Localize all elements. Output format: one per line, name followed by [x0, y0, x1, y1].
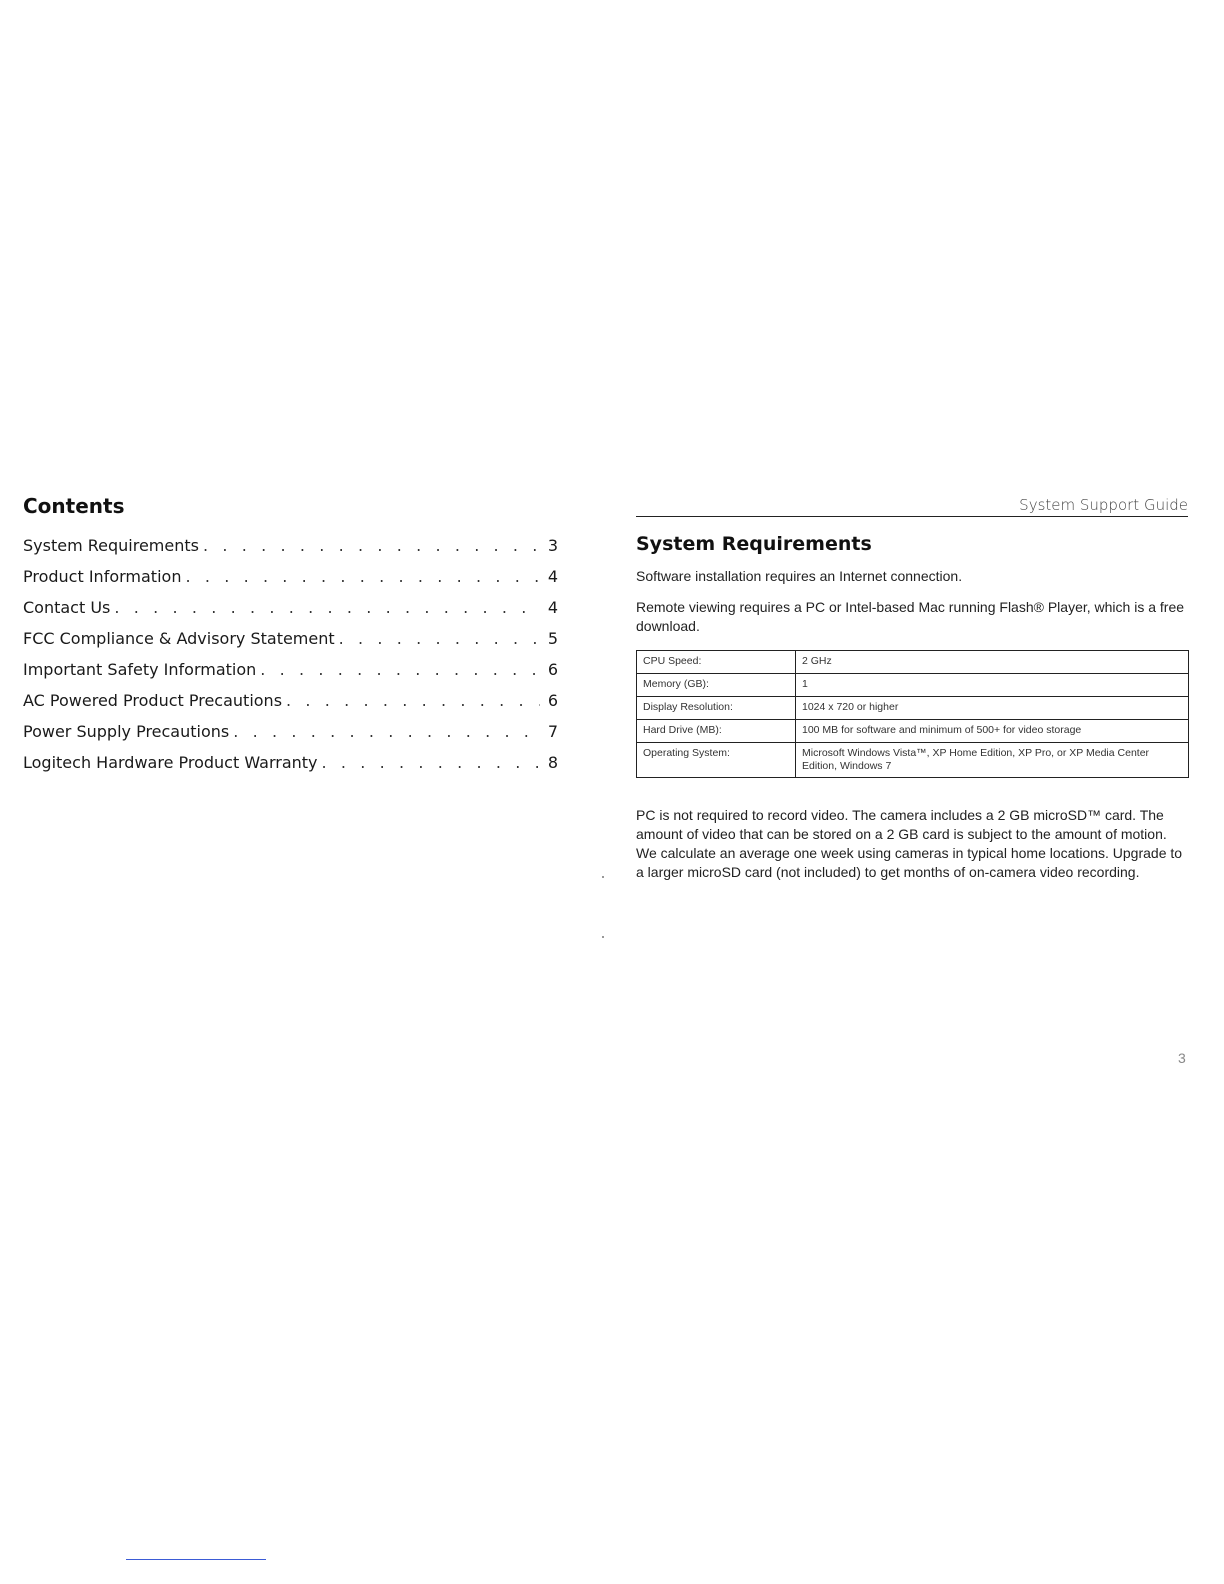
table-row [637, 743, 1189, 778]
toc-item[interactable] [23, 660, 558, 691]
table-row [637, 697, 1189, 720]
table-row [637, 674, 1189, 697]
toc-item-page: 8 [547, 753, 558, 772]
toc-item-label: Contact Us [23, 598, 111, 617]
toc-leader-dots [286, 691, 540, 710]
microsd-storage-text: PC is not required to record video. The camera includes a 2 GB microSD™ card. The amount of video that can be stored on a 2 GB card is subject to the amount of motion. We calculate an average one week using cameras in typical home locations. Upgrade to a larger microSD card (not included) to get months of on-camera video recording. [636, 807, 1183, 880]
toc-leader-dots [339, 629, 540, 648]
table-row [637, 651, 1189, 674]
table-row [637, 720, 1189, 743]
toc-item-label: Power Supply Precautions [23, 722, 230, 741]
toc-leader-dots [114, 598, 540, 617]
toc-item[interactable] [23, 629, 558, 660]
toc-leader-dots [233, 722, 540, 741]
toc-item-label: AC Powered Product Precautions [23, 691, 283, 710]
requirement-label: Display Resolution: [637, 697, 796, 720]
scan-speck [602, 936, 604, 938]
requirement-label: CPU Speed: [637, 651, 796, 674]
remote-viewing-text: Remote viewing requires a PC or Intel-based Mac running Flash® Player, which is a free download. [636, 599, 1185, 634]
contents-title: Contents [23, 494, 125, 518]
toc-item-label: FCC Compliance & Advisory Statement [23, 629, 335, 648]
toc-leader-dots [322, 753, 541, 772]
toc-item-label: System Requirements [23, 536, 199, 555]
toc-item[interactable] [23, 536, 558, 567]
toc-item-page: 4 [547, 598, 558, 617]
toc-item-label: Logitech Hardware Product Warranty [23, 753, 318, 772]
running-header: System Support Guide [636, 496, 1188, 517]
requirement-value: 2 GHz [796, 651, 1189, 674]
requirement-value: 1 [796, 674, 1189, 697]
contents-section [23, 494, 558, 784]
toc-item-page: 3 [547, 536, 558, 555]
toc-item[interactable] [23, 598, 558, 629]
scan-speck [602, 876, 604, 878]
footer-rule [126, 1559, 266, 1560]
toc-leader-dots [203, 536, 540, 555]
toc-list [23, 536, 558, 784]
internet-requirement-text: Software installation requires an Internet connection. [636, 568, 963, 584]
toc-leader-dots [185, 567, 540, 586]
toc-item-label: Important Safety Information [23, 660, 257, 679]
toc-item-page: 7 [547, 722, 558, 741]
requirement-value: Microsoft Windows Vista™, XP Home Edition, XP Pro, or XP Media Center Edition, Windows 7 [796, 743, 1189, 778]
toc-item[interactable] [23, 753, 558, 784]
toc-item-page: 5 [547, 629, 558, 648]
toc-item-page: 6 [547, 691, 558, 710]
toc-leader-dots [260, 660, 540, 679]
section-title: System Requirements [636, 533, 872, 555]
toc-item-page: 4 [547, 567, 558, 586]
requirement-label: Operating System: [637, 743, 796, 778]
requirements-table [636, 650, 1189, 778]
page-number: 3 [1178, 1050, 1186, 1066]
system-requirements-page [636, 496, 1188, 894]
requirement-value: 1024 x 720 or higher [796, 697, 1189, 720]
toc-item-page: 6 [547, 660, 558, 679]
toc-item-label: Product Information [23, 567, 182, 586]
requirement-label: Memory (GB): [637, 674, 796, 697]
toc-item[interactable] [23, 722, 558, 753]
requirement-value: 100 MB for software and minimum of 500+ for video storage [796, 720, 1189, 743]
toc-item[interactable] [23, 691, 558, 722]
requirement-label: Hard Drive (MB): [637, 720, 796, 743]
toc-item[interactable] [23, 567, 558, 598]
